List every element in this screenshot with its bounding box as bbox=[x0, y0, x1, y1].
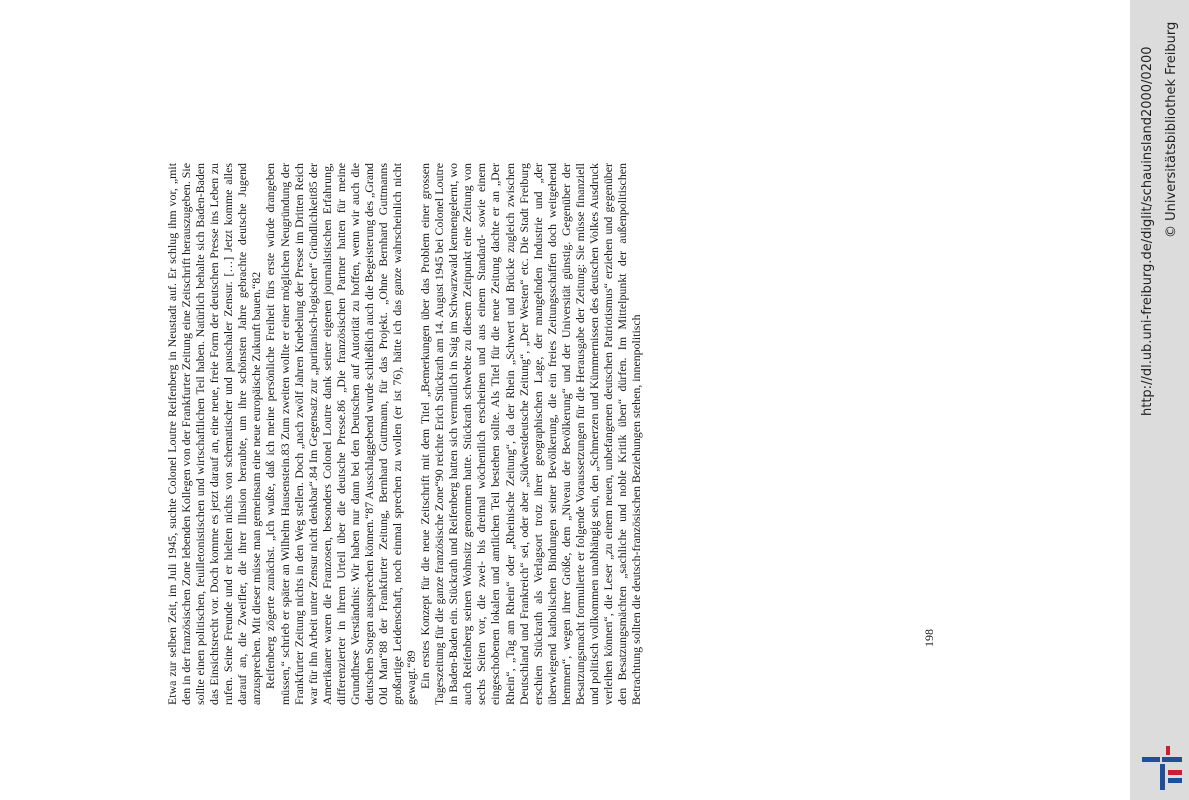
ub-freiburg-logo-icon bbox=[1140, 744, 1184, 792]
paragraph: Etwa zur selben Zeit, im Juli 1945, suchte Colonel Loutre Reifenberg in Neustadt auf. Er schlug ihm vor, „mit den in der französischen Zone lebenden Kollegen von der Frankfurter Zeitung eine Zeitschrift herauszugeben. Sie sollte einen politischen, feuilletonistischen und wirtschaftlichen Teil haben. Natürlich behalte sich Baden-Baden das Einsichtsrecht vor. Doch komme es jetzt darauf an, eine neue, freie Form der deutschen Presse ins Leben zu rufen. Seine Freunde und er hielten nichts von schematischer und pauschaler Zensur. […] Jetzt komme alles darauf an, die Zweifler, die ihrer Illusion beraubte, um ihre schönsten Jahre gebrachte deutsche Jugend anzusprechen. Mit dieser müsse man gemeinsam eine neue europäische Zukunft bauen.“82 bbox=[165, 163, 264, 705]
viewer-sidebar bbox=[1130, 0, 1189, 800]
copyright-notice: © Universitätsbibliothek Freiburg bbox=[1164, 21, 1179, 238]
paragraph: Ein erstes Konzept für die neue Zeitschrift mit dem Titel „Bemerkungen über das Problem einer grossen Tageszeitung für die ganze französische Zone“90 reichte Erich Stückrath am 14. August 1945 bei Colonel Loutre in Baden-Baden ein. Stückrath und Reifenberg hatten sich vermutlich in Saig im Schwarzwald kennengelernt, wo auch Reifenberg seinen Wohnsitz genommen hatte. Stückrath schwebte zu diesem Zeitpunkt eine Zeitung von sechs Seiten vor, die zwei- bis dreimal wöchentlich erscheinen und aus einem Standard- sowie einem eingeschobenen lokalen und amtlichen Teil bestehen sollte. Als Titel für die neue Zeitung dachte er an „Der Rhein“, „Tag am Rhein“ oder „Rheinische Zeitung“, da der Rhein „Schwert und Brücke zugleich zwischen Deutschland und Frankreich“ sei, oder aber „Südwestdeutsche Zeitung“, „Der Westen“ etc. Die Stadt Freiburg erschien Stückrath als Verlagsort trotz ihrer geographischen Lage, der mangelnden Industrie und „der überwiegend katholischen Bindungen seiner Bevölkerung, die ein freies Zeitungsschaffen doch weitgehend hemmen“, wegen ihrer Größe, dem „Niveau der Bevölkerung“ und der Universität günstig. Gegenüber der Besatzungsmacht formulierte er folgende Voraussetzungen für die Herausgabe der Zeitung: Sie müsse finanziell und politisch vollkommen unabhängig sein, den „Schmerzen und Kümmernissen des deutschen Volkes Ausdruck verleihen können“, die Leser „zu einem neuen, unbefangenen deutschen Patriotismus“ erziehen und gegenüber den Besatzungsmächten „sachliche und noble Kritik üben“ dürfen. Im Mittelpunkt der außenpolitischen Betrachtung sollten die deutsch-französischen Beziehungen stehen, innenpolitisch bbox=[418, 163, 644, 705]
page-number: 198 bbox=[922, 629, 936, 647]
paragraph: Reifenberg zögerte zunächst. „Ich wußte, daß ich meine persönliche Freiheit fürs erste würde drangeben müssen,“ schrieb er später an Wilhelm Hausenstein.83 Zum zweiten wollte er einer möglichen Neugründung der Frankfurter Zeitung nichts in den Weg stellen. Doch „nach zwölf Jahren Knebelung der Presse im Dritten Reich war für ihn Arbeit unter Zensur nicht denkbar“.84 Im Gegensatz zur „puritanisch-logischen“ Gründlichkeit85 der Amerikaner waren die Franzosen, besonders Colonel Loutre dank seiner eigenen journalistischen Erfahrung, differenzierter in ihrem Urteil über die deutsche Presse.86 „Die französischen Partner hatten für meine Grundthese Verständnis: Wir haben nur dann bei den Deutschen auf Autorität zu hoffen, wenn wir auch die deutschen Sorgen aussprechen können.“87 Ausschlaggebend wurde schließlich auch die Begeisterung des „Grand Old Man“88 der Frankfurter Zeitung, Bernhard Guttmann, für das Projekt. „Ohne Bernhard Guttmanns großartige Leidenschaft, noch einmal sprechen zu wollen (er ist 76), hätte ich das ganze wahrscheinlich nicht gewagt.“89 bbox=[263, 163, 419, 705]
body-text bbox=[165, 163, 643, 705]
source-url-link[interactable]: http://dl.ub.uni-freiburg.de/diglit/schauinsland2000/0200 bbox=[1140, 46, 1155, 416]
